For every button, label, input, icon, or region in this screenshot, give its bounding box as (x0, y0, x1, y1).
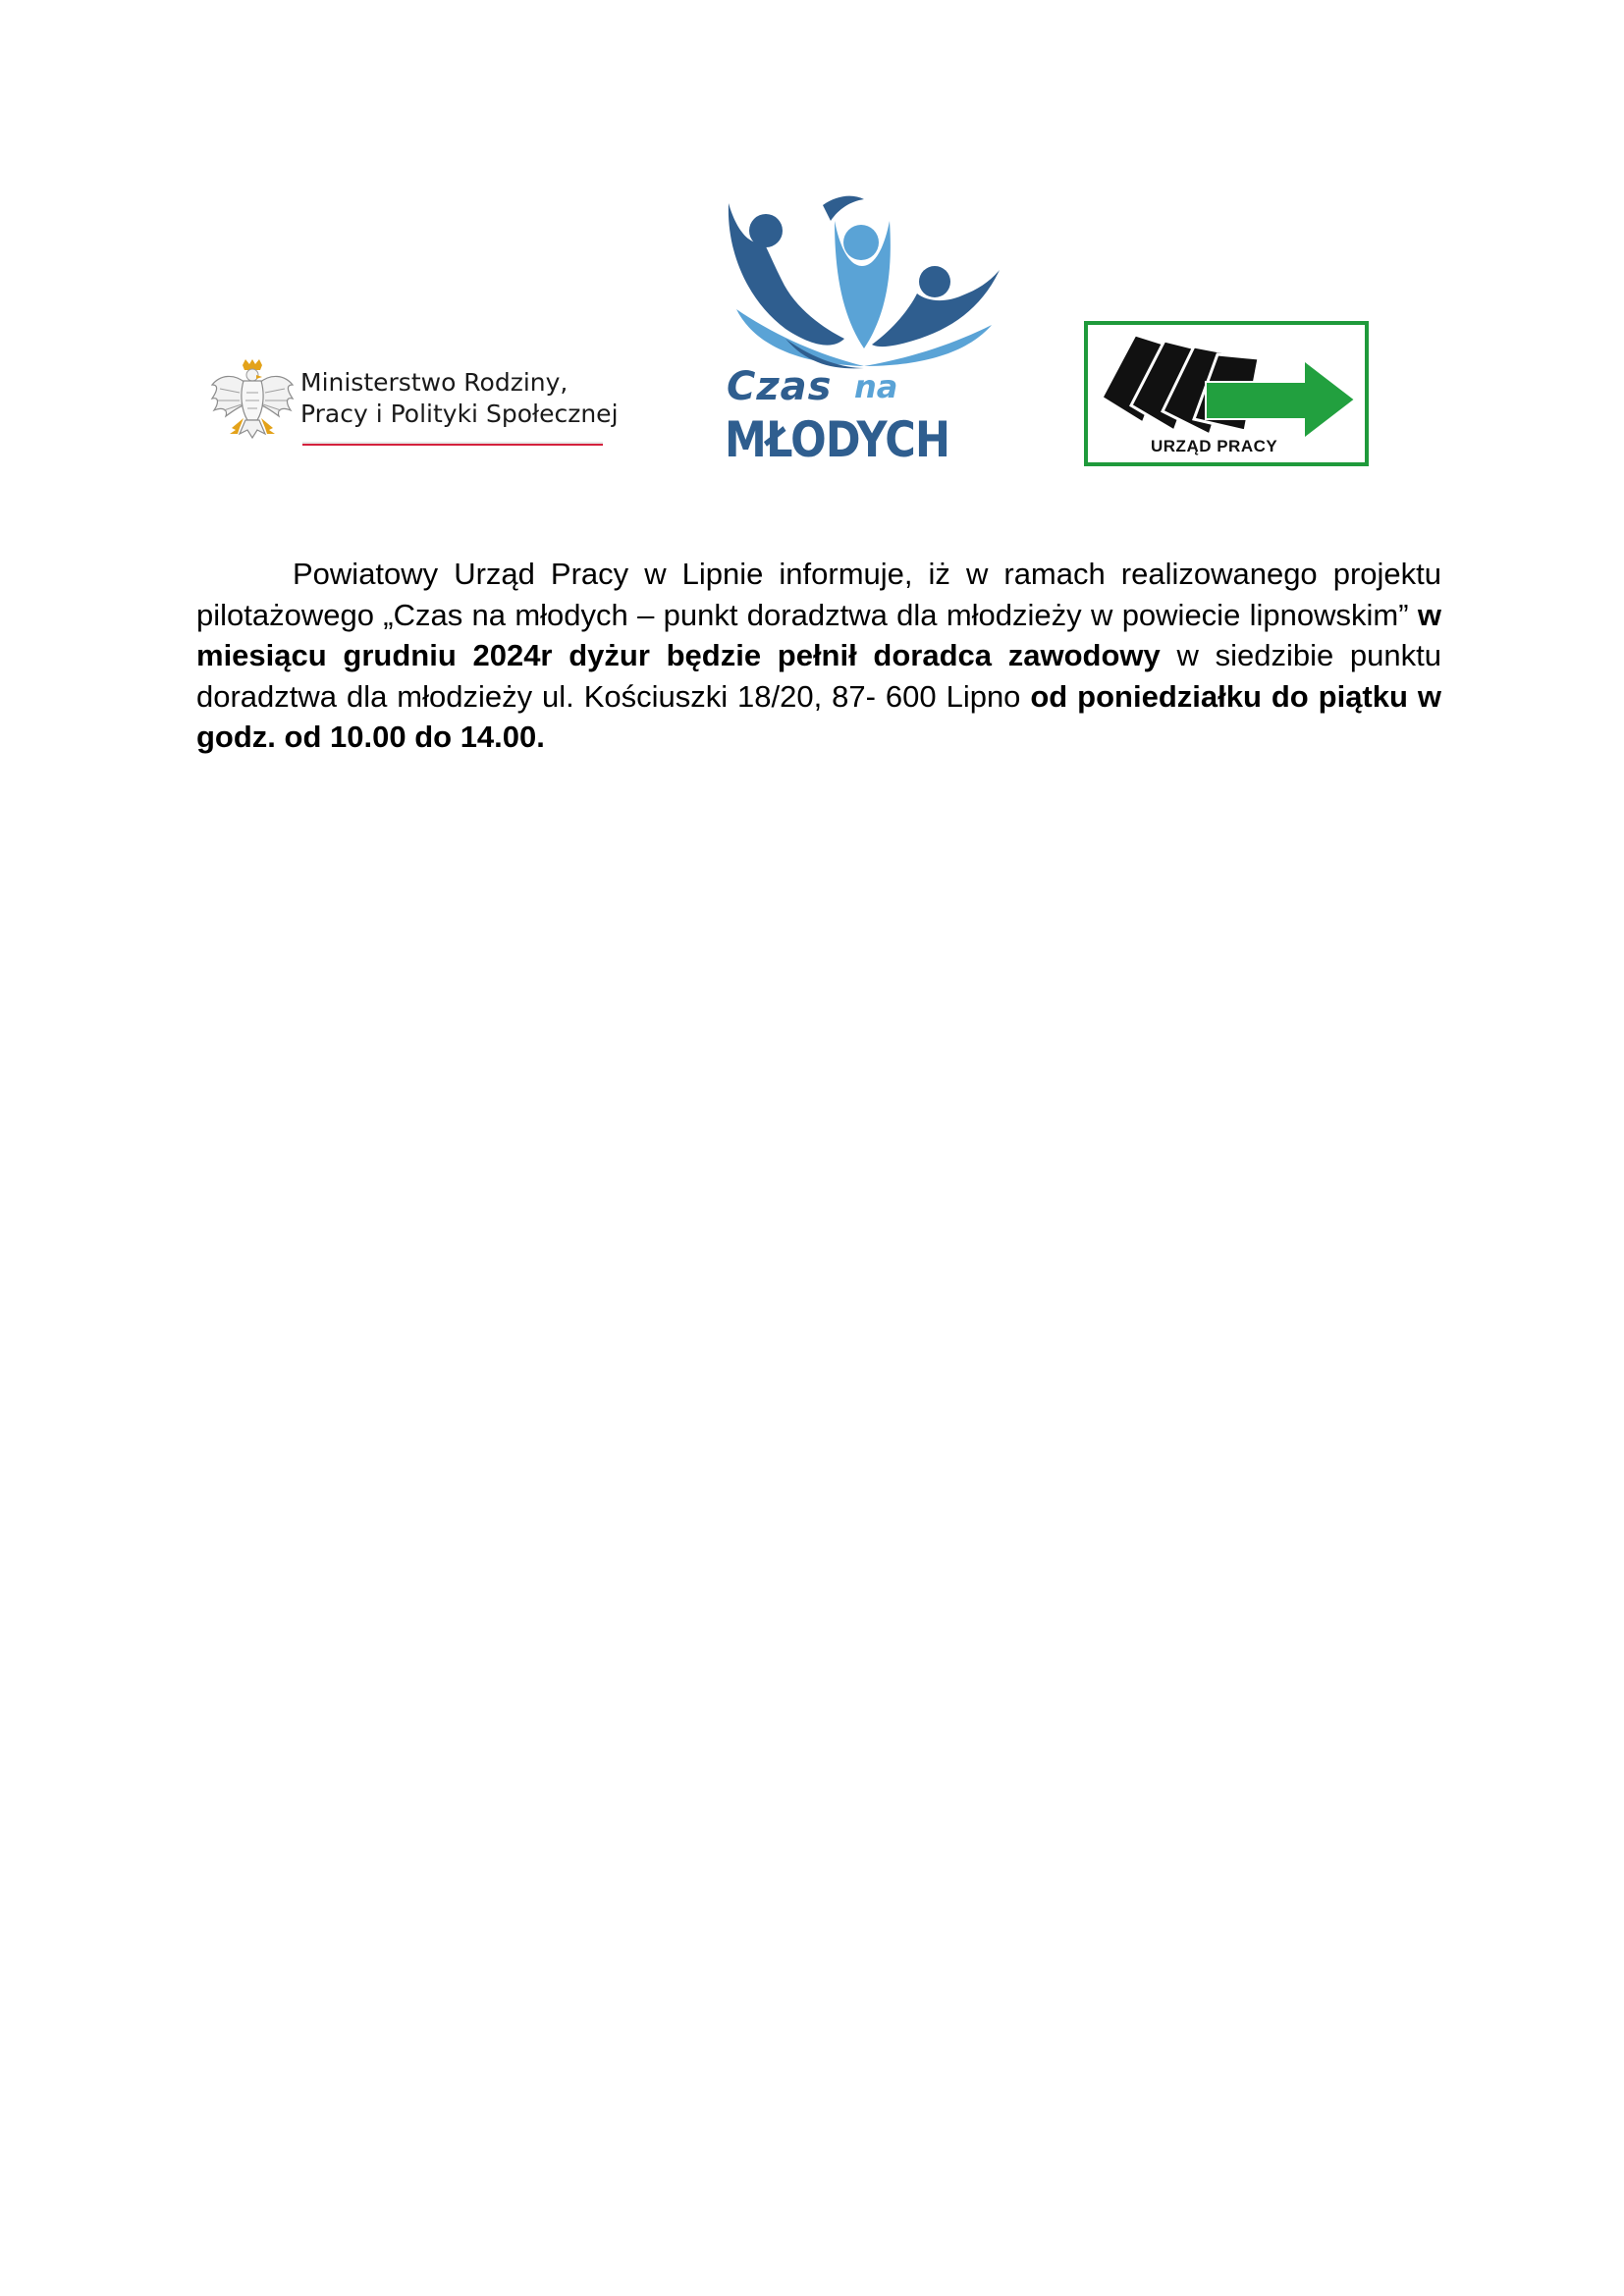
mlodych-word: MŁODYCH (725, 411, 950, 468)
ministry-flag-bar (302, 442, 603, 446)
na-word: na (854, 368, 898, 405)
ministry-name-line-1: Ministerstwo Rodziny, (300, 368, 568, 397)
ministry-name-line-2: Pracy i Polityki Społecznej (300, 400, 619, 428)
announcement-hours: od poniedziałku do piątku w godz. od 10.00 do 14.00. (196, 678, 1441, 754)
announcement-duty-info: w miesiącu grudniu 2024r dyżur będzie pełnił doradca zawodowy (196, 597, 1441, 672)
announcement-location: w siedzibie punktu doradztwa dla młodzieży ul. Kościuszki 18/20, 87- 600 Lipno (196, 638, 1441, 714)
youth-figures-icon (717, 191, 1011, 378)
czas-word: Czas (727, 364, 833, 409)
urzad-pracy-label: URZĄD PRACY (1151, 437, 1278, 455)
logo-header (0, 0, 1624, 491)
announcement-paragraph (196, 554, 1441, 758)
ministry-logo (210, 353, 619, 452)
ministry-name (300, 367, 619, 430)
polish-eagle-emblem-icon (210, 359, 295, 448)
urzad-pracy-logo (1084, 321, 1369, 466)
czas-na-mlodych-logo (717, 191, 1011, 476)
announcement-intro: Powiatowy Urząd Pracy w Lipnie informuje, iż w ramach realizowanego projektu pilotażowego „Czas na młodych – punkt doradztwa dla młodzieży w powiecie lipnowskim” (196, 557, 1441, 632)
